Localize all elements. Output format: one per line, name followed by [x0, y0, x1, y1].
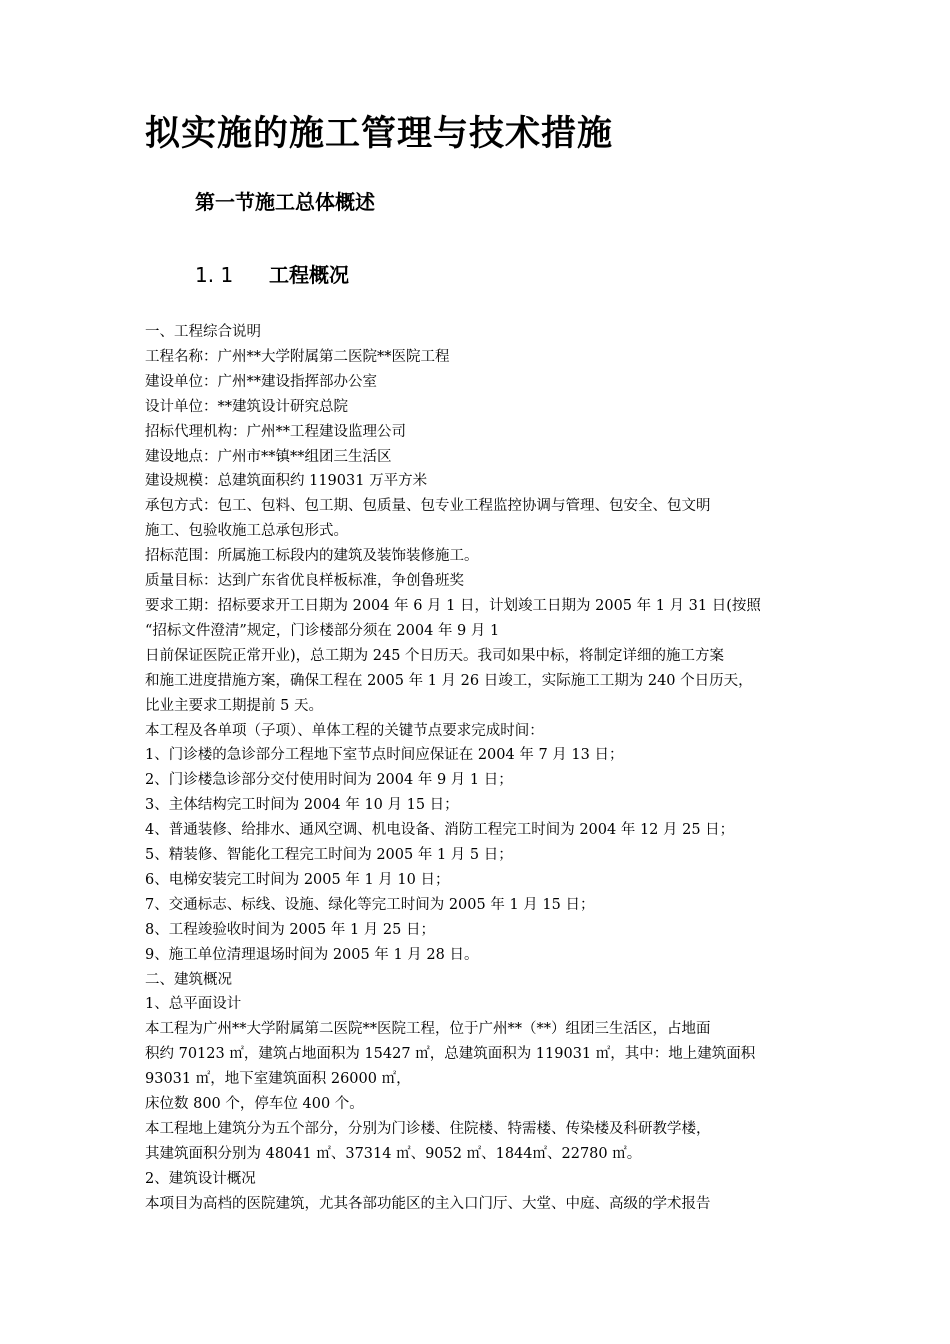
section-heading: 第一节施工总体概述: [195, 190, 375, 214]
subsection-heading: [195, 259, 349, 288]
text-line: 比业主要求工期提前 5 天。: [145, 697, 323, 714]
text-line: 招标代理机构：广州**工程建设监理公司: [145, 423, 406, 440]
text-line: 本工程地上建筑分为五个部分，分别为门诊楼、住院楼、特需楼、传染楼及科研教学楼，: [145, 1121, 711, 1137]
text-line: 6、电梯安装完工时间为 2005 年 1 月 10 日；: [145, 871, 450, 888]
text-line: 建设地点：广州市**镇**组团三生活区: [145, 448, 392, 465]
text-line: 施工、包验收施工总承包形式。: [145, 523, 348, 540]
text-line: 要求工期：招标要求开工日期为 2004 年 6 月 1 日，计划竣工日期为 2005 年 1 月 31 日(按照: [145, 597, 761, 614]
text-line: 日前保证医院正常开业)，总工期为 245 个日历天。我司如果中标，将制定详细的施工方案: [145, 647, 725, 664]
text-line: 本工程为广州**大学附属第二医院**医院工程，位于广州**（**）组团三生活区，占地面: [145, 1021, 711, 1038]
text-line: 招标范围：所属施工标段内的建筑及装饰装修施工。: [145, 548, 479, 565]
text-line: 积约 70123 ㎡，建筑占地面积为 15427 ㎡，总建筑面积为 119031 ㎡，其中：地上建筑面积: [145, 1046, 756, 1063]
subsection-number: 1. 1: [195, 263, 234, 287]
text-line: 3、主体结构完工时间为 2004 年 10 月 15 日；: [145, 797, 459, 814]
text-line: 设计单位：**建筑设计研究总院: [145, 398, 348, 415]
text-line: 93031 ㎡，地下室建筑面积 26000 ㎡，: [145, 1071, 411, 1088]
text-line: 质量目标：达到广东省优良样板标准，争创鲁班奖: [145, 573, 464, 590]
text-line: 一、工程综合说明: [145, 324, 261, 340]
document-title: 拟实施的施工管理与技术措施: [145, 114, 614, 154]
text-line: 本项目为高档的医院建筑，尤其各部功能区的主入口门厅、大堂、中庭、高级的学术报告: [145, 1195, 711, 1212]
text-line: 本工程及各单项（子项）、单体工程的关键节点要求完成时间：: [145, 722, 544, 739]
text-line: 1、门诊楼的急诊部分工程地下室节点时间应保证在 2004 年 7 月 13 日；: [145, 747, 624, 764]
text-line: 8、工程竣验收时间为 2005 年 1 月 25 日；: [145, 921, 435, 938]
text-line: 2、建筑设计概况: [145, 1170, 256, 1187]
text-line: 其建筑面积分别为 48041 ㎡、37314 ㎡、9052 ㎡、1844㎡、22780 ㎡。: [145, 1145, 642, 1162]
text-line: 2、门诊楼急诊部分交付使用时间为 2004 年 9 月 1 日；: [145, 772, 513, 789]
text-line: 建设规模：总建筑面积约 119031 万平方米: [145, 473, 428, 490]
text-line: 7、交通标志、标线、设施、绿化等完工时间为 2005 年 1 月 15 日；: [145, 896, 595, 913]
text-line: 二、建筑概况: [145, 971, 232, 988]
text-line: 1、总平面设计: [145, 996, 242, 1013]
text-line: 承包方式：包工、包料、包工期、包质量、包专业工程监控协调与管理、包安全、包文明: [145, 498, 711, 515]
text-line: 工程名称：广州**大学附属第二医院**医院工程: [145, 348, 450, 365]
text-line: 9、施工单位清理退场时间为 2005 年 1 月 28 日。: [145, 946, 479, 963]
body-text: [145, 320, 820, 1217]
text-line: 5、精装修、智能化工程完工时间为 2005 年 1 月 5 日；: [145, 847, 513, 864]
text-line: 建设单位：广州**建设指挥部办公室: [145, 373, 377, 390]
text-line: 4、普通装修、给排水、通风空调、机电设备、消防工程完工时间为 2004 年 12 月 25 日；: [145, 822, 735, 839]
subsection-label: 工程概况: [269, 263, 349, 287]
text-line: 床位数 800 个，停车位 400 个。: [145, 1096, 364, 1113]
text-line: 和施工进度措施方案，确保工程在 2005 年 1 月 26 日竣工，实际施工工期为 240 个日历天，: [145, 672, 753, 689]
text-line: “招标文件澄清”规定，门诊楼部分须在 2004 年 9 月 1: [145, 622, 500, 639]
